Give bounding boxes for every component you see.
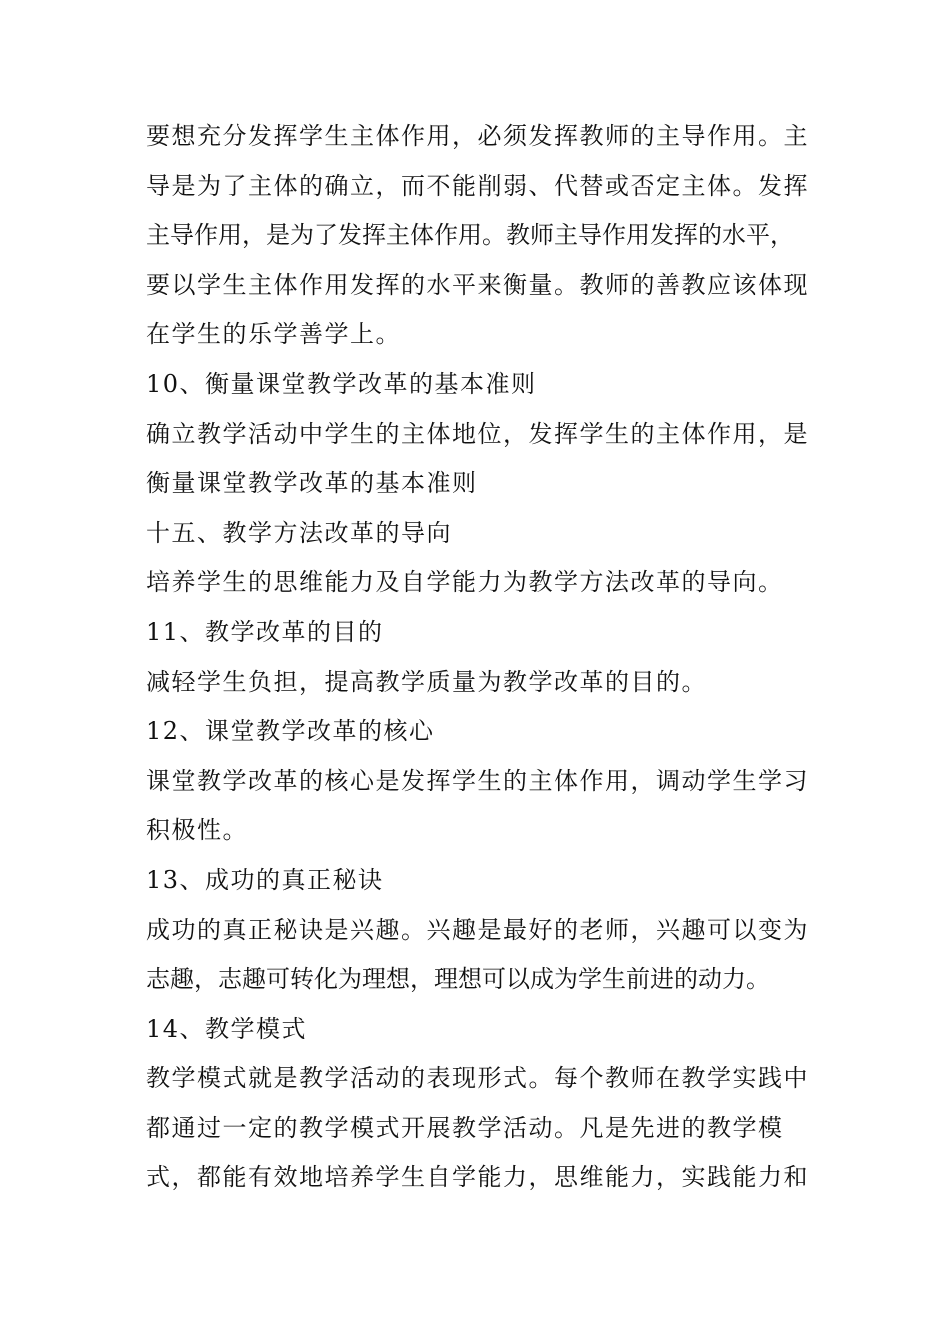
section-heading: 12、课堂教学改革的核心 [146,717,435,746]
paragraph-line: 教学模式就是教学活动的表现形式。每个教师在教学实践中 [146,1064,809,1093]
section-heading: 13、成功的真正秘诀 [146,865,384,894]
section-heading: 11、教学改革的目的 [146,617,384,646]
paragraph-line: 衡量课堂教学改革的基本准则 [146,469,478,498]
paragraph-line: 确立教学活动中学生的主体地位，发挥学生的主体作用，是 [146,419,809,448]
paragraph-line: 式，都能有效地培养学生自学能力，思维能力，实践能力和 [146,1163,809,1192]
paragraph-line: 要以学生主体作用发挥的水平来衡量。教师的善教应该体现 [146,270,809,299]
paragraph-line: 减轻学生负担，提高教学质量为教学改革的目的。 [146,667,707,696]
paragraph-line: 要想充分发挥学生主体作用，必须发挥教师的主导作用。主 [146,122,809,150]
paragraph-line: 都通过一定的教学模式开展教学活动。凡是先进的教学模 [146,1113,784,1142]
paragraph-line: 课堂教学改革的核心是发挥学生的主体作用，调动学生学习 [146,766,809,795]
paragraph-line: 主导作用，是为了发挥主体作用。教师主导作用发挥的水平， [146,221,794,250]
section-heading: 14、教学模式 [146,1014,308,1043]
paragraph-line: 积极性。 [146,816,248,845]
paragraph-line: 志趣，志趣可转化为理想，理想可以成为学生前进的动力。 [146,965,770,994]
section-heading: 十五、教学方法改革的导向 [146,518,452,547]
section-heading: 10、衡量课堂教学改革的基本准则 [146,369,537,398]
paragraph-line: 在学生的乐学善学上。 [146,320,401,349]
paragraph-line: 培养学生的思维能力及自学能力为教学方法改革的导向。 [146,568,784,597]
paragraph-line: 成功的真正秘诀是兴趣。兴趣是最好的老师，兴趣可以变为 [146,915,809,944]
paragraph-line: 导是为了主体的确立，而不能削弱、代替或否定主体。发挥 [146,171,809,200]
document-body [146,112,814,1203]
